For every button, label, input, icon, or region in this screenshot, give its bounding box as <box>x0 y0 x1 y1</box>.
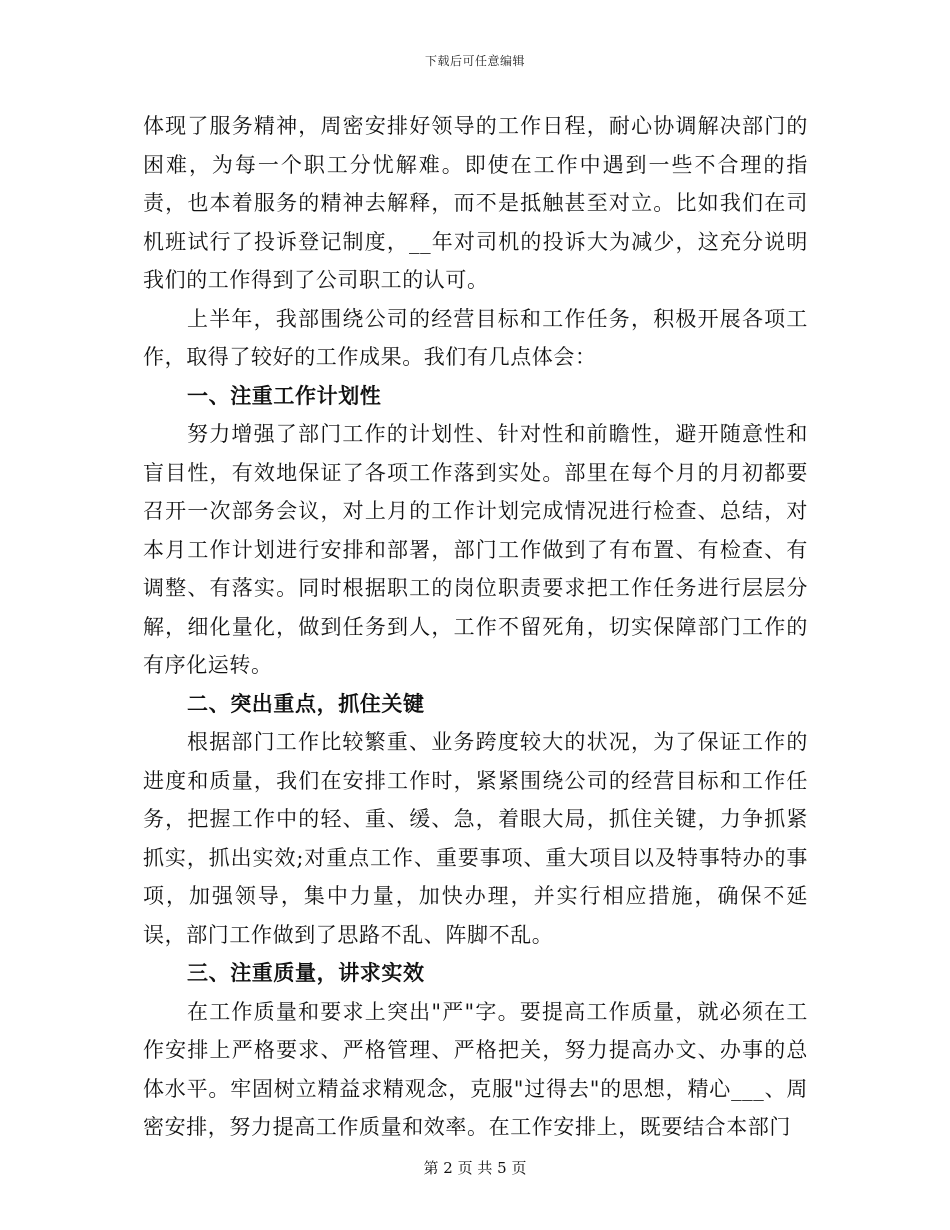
section-heading-3: 三、注重质量，讲求实效 <box>187 961 425 985</box>
document-body <box>143 107 808 1147</box>
section-heading-1: 一、注重工作计划性 <box>187 383 382 408</box>
page-number-footer: 第 2 页 共 5 页 <box>423 1159 527 1177</box>
paragraph-5: 在工作质量和要求上突出"严"字。要提高工作质量，就必须在工作安排上严格要求、严格管理、严格把关，努力提高办文、办事的总体水平。牢固树立精益求精观念，克服"过得去"的思想，精心___、周密安排，努力提高工作质量和效率。在工作安排上，既要结合本部门 <box>143 999 808 1139</box>
paragraph-3: 努力增强了部门工作的计划性、针对性和前瞻性，避开随意性和盲目性，有效地保证了各项工作落到实处。部里在每个月的月初都要召开一次部务会议，对上月的工作计划完成情况进行检查、总结，对本月工作计划进行安排和部署，部门工作做到了有布置、有检查、有调整、有落实。同时根据职工的岗位职责要求把工作任务进行层层分解，细化量化，做到任务到人，工作不留死角，切实保障部门工作的有序化运转。 <box>143 422 808 677</box>
page-header: 下载后可任意编辑 <box>424 54 525 68</box>
paragraph-1: 体现了服务精神，周密安排好领导的工作日程，耐心协调解决部门的困难，为每一个职工分忧解难。即使在工作中遇到一些不合理的指责，也本着服务的精神去解释，而不是抵触甚至对立。比如我们在司机班试行了投诉登记制度，__年对司机的投诉大为减少，这充分说明我们的工作得到了公司职工的认可。 <box>143 114 808 292</box>
paragraph-2: 上半年，我部围绕公司的经营目标和工作任务，积极开展各项工作，取得了较好的工作成果。我们有几点体会： <box>143 306 808 369</box>
paragraph-4: 根据部门工作比较繁重、业务跨度较大的状况，为了保证工作的进度和质量，我们在安排工作时，紧紧围绕公司的经营目标和工作任务，把握工作中的轻、重、缓、急，着眼大局，抓住关键，力争抓紧抓实，抓出实效;对重点工作、重要事项、重大项目以及特事特办的事项，加强领导，集中力量，加快办理，并实行相应措施，确保不延误，部门工作做到了思路不乱、阵脚不乱。 <box>143 730 808 947</box>
section-heading-2: 二、突出重点，抓住关键 <box>187 691 425 716</box>
